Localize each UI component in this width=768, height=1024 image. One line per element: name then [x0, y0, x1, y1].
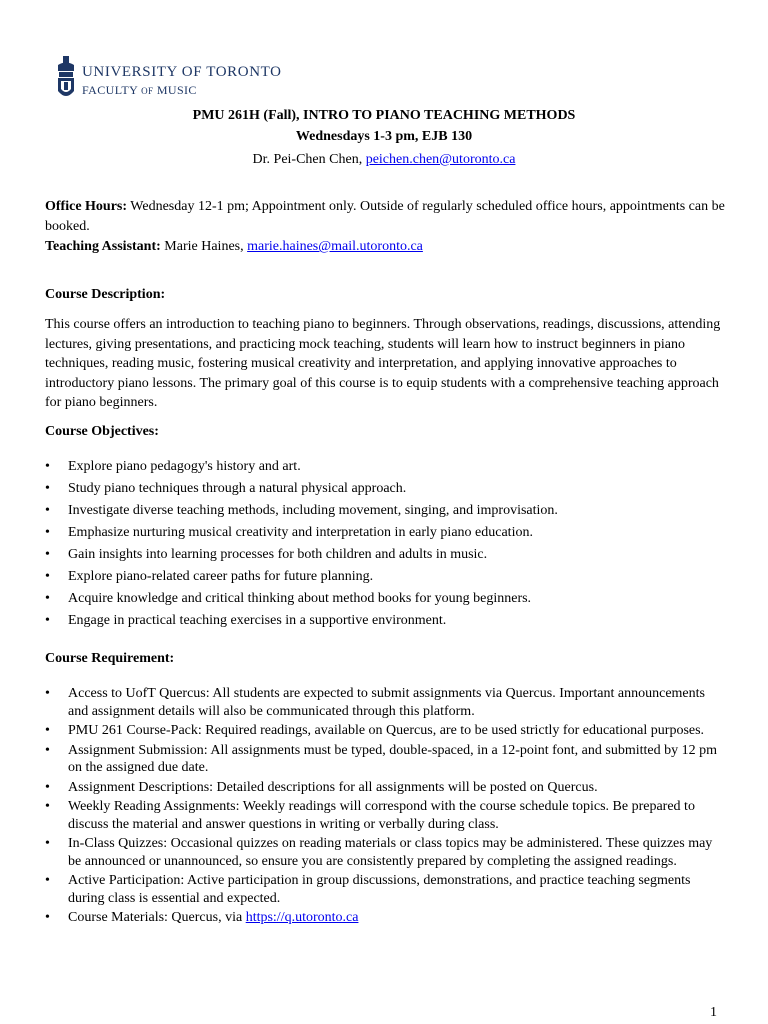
list-item: • Study piano techniques through a natural physical approach.: [45, 478, 725, 500]
bullet-icon: •: [45, 723, 50, 738]
bullet-icon: •: [45, 569, 50, 584]
list-item: • Explore piano pedagogy's history and art.: [45, 456, 725, 478]
bullet-icon: •: [45, 481, 50, 496]
list-item: • In-Class Quizzes: Occasional quizzes on reading materials or class topics may be administered. These quizzes may be announced or unannounced, so ensure you are consistently prepared by completing the assigned readings.: [45, 836, 713, 869]
bullet-icon: •: [45, 836, 50, 851]
list-item: • Gain insights into learning processes for both children and adults in music.: [45, 544, 725, 566]
crest-icon: [55, 55, 77, 105]
course-objectives-heading: Course Objectives:: [45, 424, 159, 439]
list-item: • Explore piano-related career paths for future planning.: [45, 566, 725, 588]
bullet-icon: •: [45, 591, 50, 606]
instructor-name: Dr. Pei-Chen Chen,: [252, 152, 363, 167]
list-item: • Engage in practical teaching exercises in a supportive environment.: [45, 610, 725, 632]
faculty-name: FACULTY OF MUSIC: [82, 83, 197, 97]
list-item: • Investigate diverse teaching methods, including movement, singing, and improvisation.: [45, 500, 725, 522]
course-requirement-heading: Course Requirement:: [45, 651, 175, 666]
office-hours: [45, 197, 725, 236]
teaching-assistant: [45, 237, 725, 257]
bullet-icon: •: [45, 779, 50, 795]
list-item: • Course Materials: Quercus, via https://q.utoronto.ca: [45, 910, 359, 925]
office-hours-text: Wednesday 12-1 pm; Appointment only. Outside of regularly scheduled office hours, appointments can be booked.: [45, 199, 725, 234]
bullet-icon: •: [45, 873, 50, 888]
bullet-icon: •: [45, 910, 50, 925]
course-schedule: Wednesdays 1-3 pm, EJB 130: [295, 129, 473, 144]
list-item: • Assignment Descriptions: Detailed descriptions for all assignments will be posted on Quercus.: [45, 779, 598, 795]
bullet-icon: •: [45, 547, 50, 562]
bullet-icon: •: [45, 525, 50, 540]
office-hours-label: Office Hours:: [45, 199, 128, 214]
list-item: • Active Participation: Active participation in group discussions, demonstrations, and practice teaching segments during class is essential and expected.: [45, 873, 691, 906]
course-description-text: This course offers an introduction to teaching piano to beginners. Through observations, readings, discussions, attending lectures, giving presentations, and practicing mock teaching, students will learn how to instruct beginners in piano techniques, reading music, fostering musical creativity and interpretation, and applying innovative approaches to introductory piano lessons. The primary goal of this course is to equip students with a comprehensive teaching approach for piano beginners.: [45, 317, 721, 410]
course-description-heading: Course Description:: [45, 287, 166, 302]
list-item: • Weekly Reading Assignments: Weekly readings will correspond with the course schedule topics. Be prepared to discuss the material and answer questions in writing or verbally during class.: [45, 799, 695, 832]
ta-email-link[interactable]: marie.haines@mail.utoronto.ca: [247, 239, 423, 254]
bullet-icon: •: [45, 613, 50, 628]
list-item: • Assignment Submission: All assignments must be typed, double-spaced, in a 12-point font, and submitted by 12 pm on the assigned due date.: [45, 742, 718, 775]
requirements-list: [45, 685, 725, 929]
university-name: UNIVERSITY OF TORONTO: [82, 64, 282, 80]
bullet-icon: •: [45, 686, 50, 701]
course-title: PMU 261H (Fall), INTRO TO PIANO TEACHING METHODS: [192, 108, 576, 123]
objectives-list: [45, 456, 725, 632]
quercus-link[interactable]: https://q.utoronto.ca: [245, 910, 359, 925]
page-number: 1: [710, 1005, 717, 1020]
ta-label: Teaching Assistant:: [45, 239, 161, 254]
list-item: • Access to UofT Quercus: All students are expected to submit assignments via Quercus. Important announcements and assignment details will also be communicated through this platform.: [45, 686, 705, 719]
ta-name: Marie Haines,: [164, 239, 244, 254]
bullet-icon: •: [45, 799, 50, 814]
bullet-icon: •: [45, 742, 50, 758]
list-item: • PMU 261 Course-Pack: Required readings, available on Quercus, are to be used strictly for educational purposes.: [45, 723, 705, 738]
instructor-email-link[interactable]: peichen.chen@utoronto.ca: [365, 152, 516, 167]
bullet-icon: •: [45, 459, 50, 474]
list-item: • Acquire knowledge and critical thinking about method books for young beginners.: [45, 588, 725, 610]
list-item: • Emphasize nurturing musical creativity and interpretation in early piano education.: [45, 522, 725, 544]
instructor-line: [0, 152, 768, 168]
bullet-icon: •: [45, 503, 50, 518]
university-logo: [55, 55, 285, 110]
